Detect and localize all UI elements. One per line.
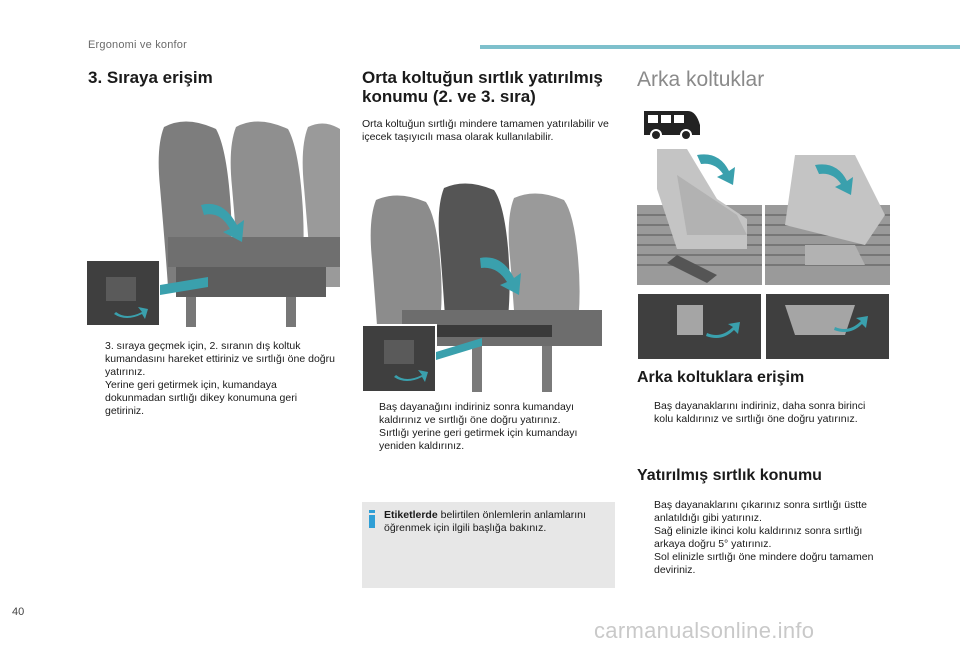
van-icon bbox=[640, 107, 702, 141]
list-item: Sağ elinizle ikinci kolu kaldırınız sonra sırtlığı arkaya doğru 5° yatırınız. bbox=[654, 525, 863, 550]
illustration-rear-seat-folded bbox=[765, 145, 890, 360]
col3-bullet-list-access bbox=[637, 400, 887, 426]
info-icon bbox=[368, 510, 376, 528]
illustration-rear-seat-access bbox=[637, 145, 762, 360]
list-item: Baş dayanaklarını indiriniz, daha sonra birinci kolu kaldırınız ve sırtlığı öne doğru yatırınız. bbox=[654, 400, 866, 425]
col3-subtitle-access: Arka koltuklara erişim bbox=[637, 369, 805, 386]
header-accent-bar bbox=[480, 45, 960, 49]
illustration-third-row-access bbox=[86, 117, 340, 327]
col2-bullet-list bbox=[362, 401, 612, 453]
list-item: Baş dayanaklarını çıkarınız sonra sırtlığı üstte anlatıldığı gibi yatırınız. bbox=[654, 499, 868, 524]
col1-bullet-list bbox=[88, 340, 338, 418]
watermark: carmanualsonline.info bbox=[594, 618, 815, 643]
col3-title: Arka koltuklar bbox=[637, 68, 765, 91]
list-item: Yerine geri getirmek için, kumandaya dokunmadan sırtlığı dikey konumuna geri getiriniz. bbox=[105, 379, 298, 417]
col2-title: Orta koltuğun sırtlık yatırılmış konumu (2. ve 3. sıra) bbox=[362, 68, 603, 106]
page-number: 40 bbox=[12, 606, 25, 618]
list-item: Sırtlığı yerine geri getirmek için kumandayı yeniden kaldırınız. bbox=[379, 427, 578, 452]
col3-subtitle-folded: Yatırılmış sırtlık konumu bbox=[637, 467, 822, 484]
info-text: Etiketlerde belirtilen önlemlerin anlamlarını öğrenmek için ilgili başlığa bakınız. bbox=[384, 509, 586, 534]
list-item: Sol elinizle sırtlığı öne mindere doğru tamamen deviriniz. bbox=[654, 551, 874, 576]
section-header: Ergonomi ve konfor bbox=[88, 39, 187, 51]
list-item: 3. sıraya geçmek için, 2. sıranın dış koltuk kumandasını hareket ettiriniz ve sırtlığı öne doğru yatırınız. bbox=[105, 340, 335, 378]
col3-bullet-list-folded bbox=[637, 499, 887, 577]
illustration-middle-seat-folded bbox=[362, 180, 616, 392]
col1-title: 3. Sıraya erişim bbox=[88, 68, 213, 87]
list-item: Baş dayanağını indiriniz sonra kumandayı kaldırınız ve sırtlığı öne doğru yatırınız. bbox=[379, 401, 574, 426]
col2-intro: Orta koltuğun sırtlığı mindere tamamen yatırılabilir ve içecek taşıyıcılı masa olarak kullanılabilir. bbox=[362, 118, 609, 143]
